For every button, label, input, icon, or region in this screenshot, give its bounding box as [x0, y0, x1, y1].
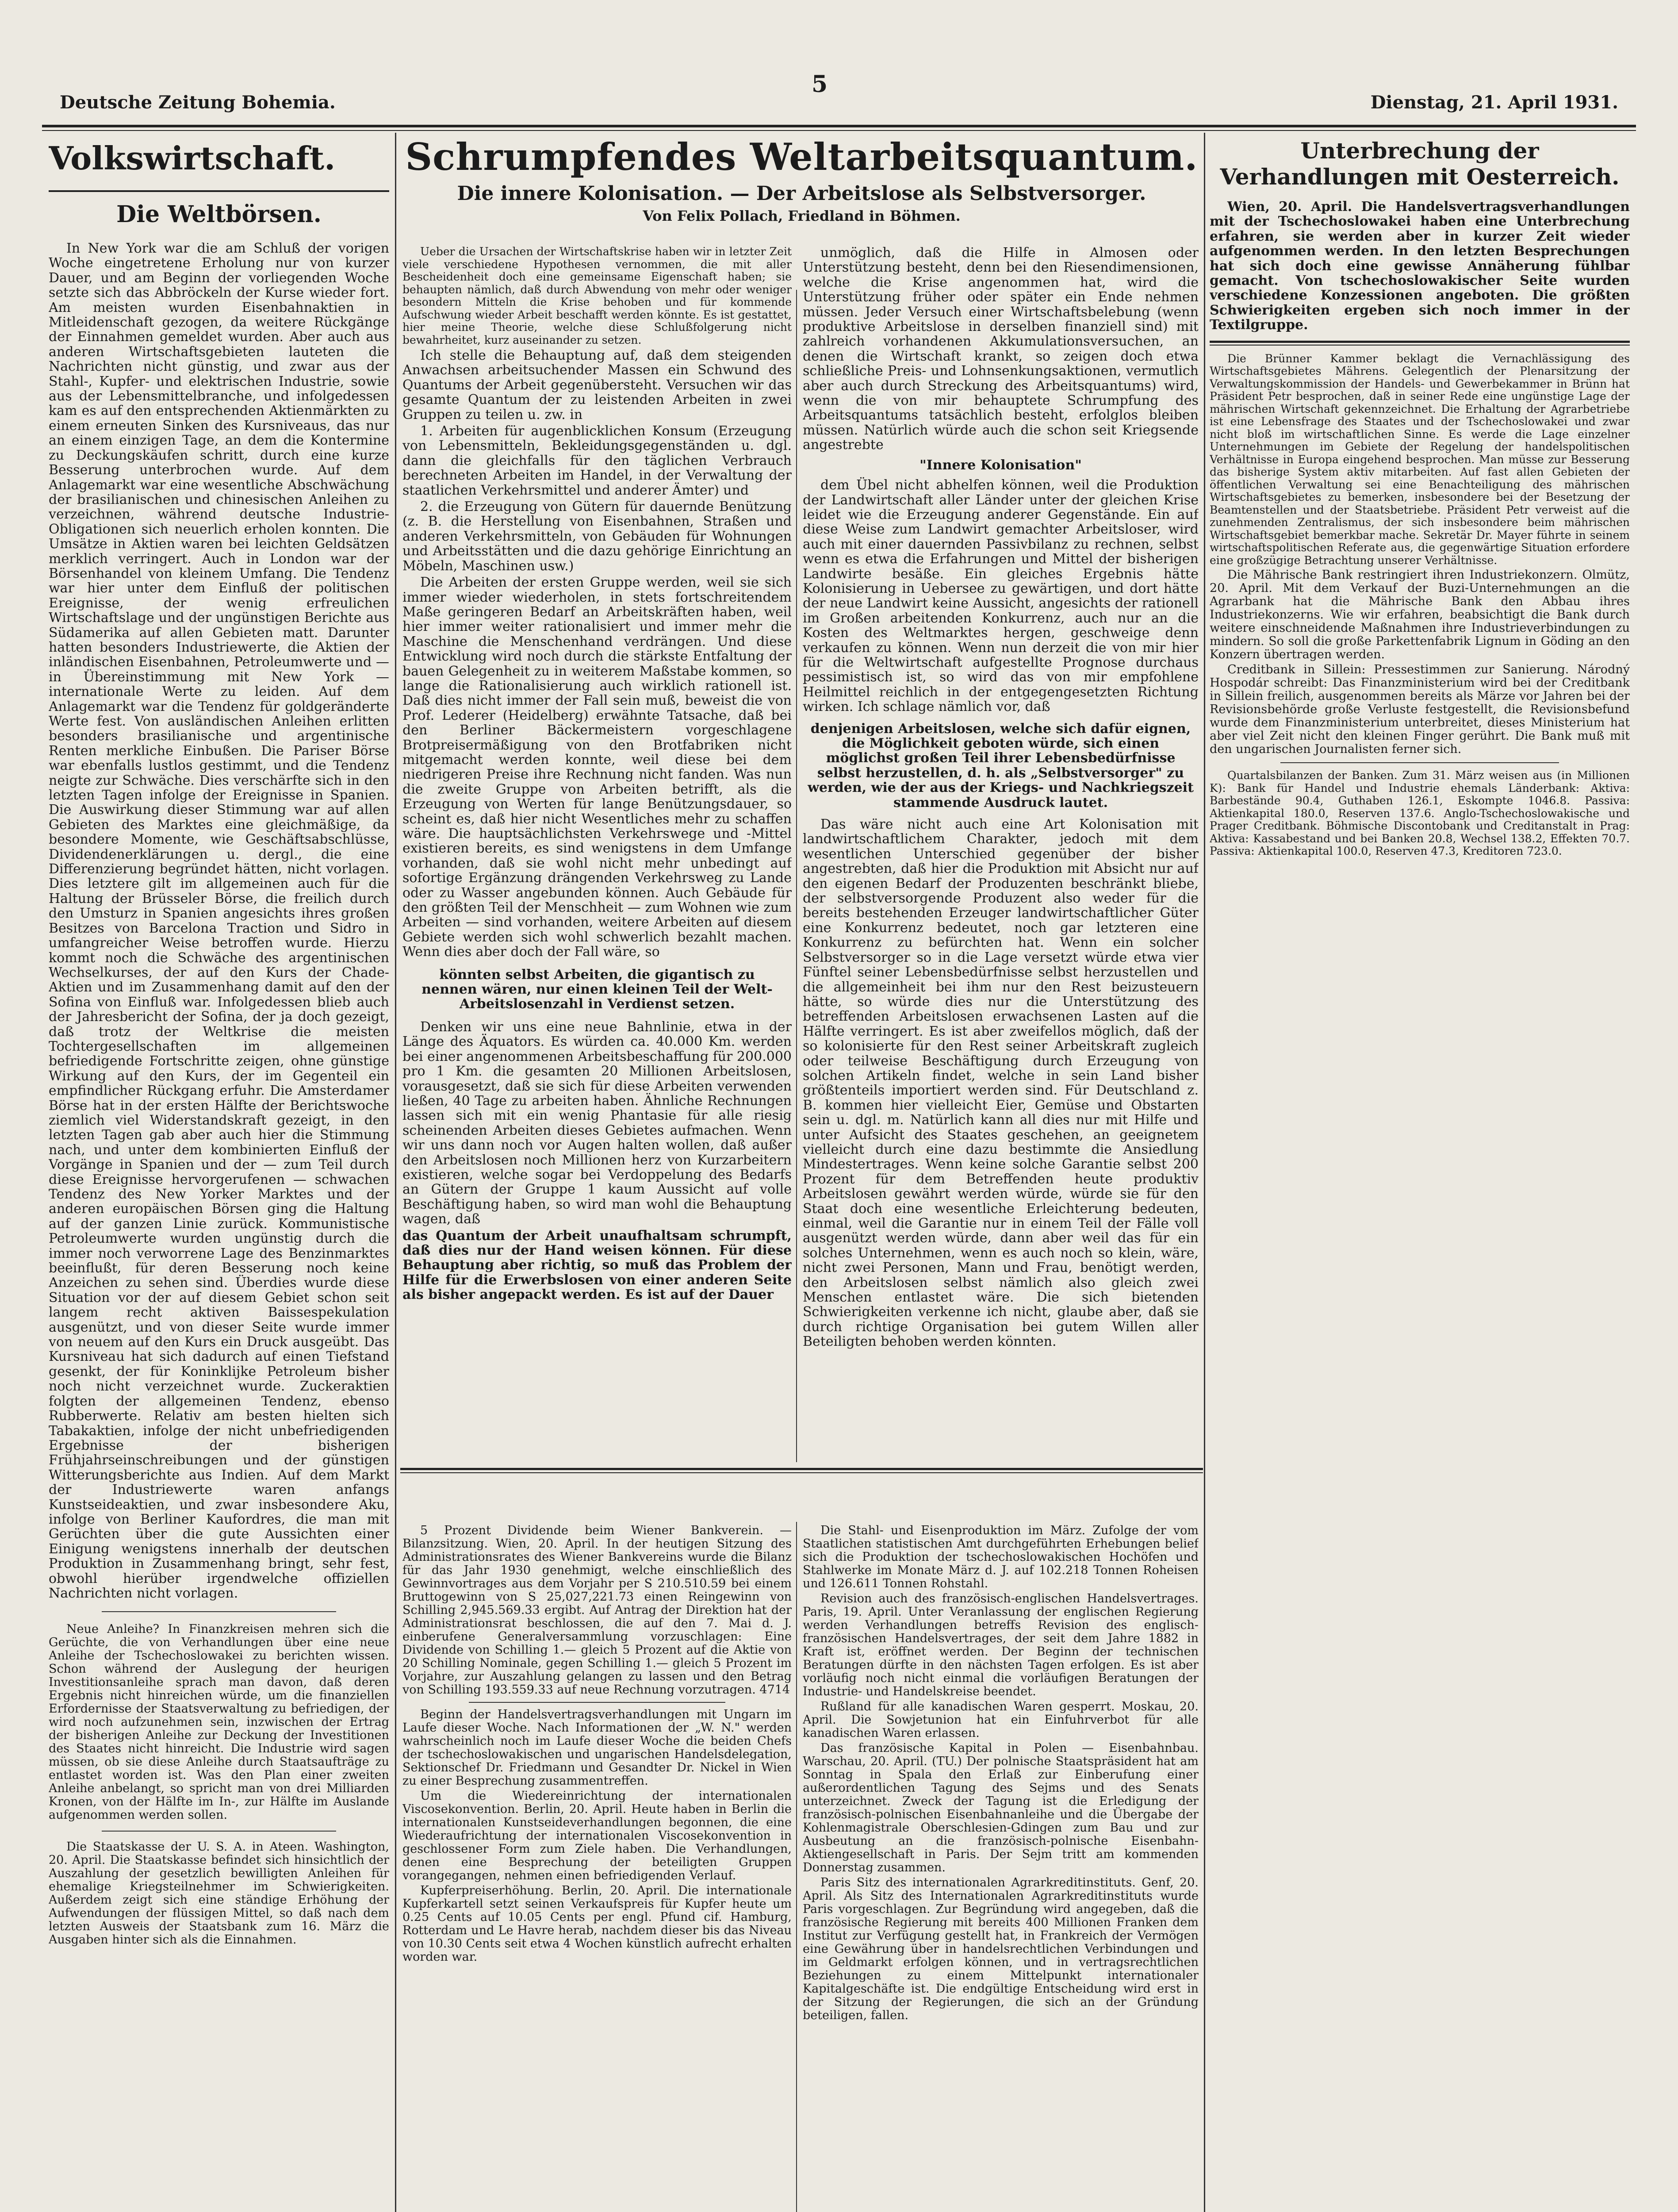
article-bottom-rule [400, 1468, 1203, 1470]
article-paragraph: 1. Arbeiten für augenblicklichen Konsum (Erzeugung von Lebensmitteln, Bekleidungsgegenständen u. dgl. dann die gleichfalls für den täglichen Verbrauch berechneten Arbeiten im Handel, in der Verwaltung der staatlichen Verkehrsmittel und anderer Ämter) und [402, 423, 792, 498]
news-item: Kupferpreiserhöhung. Berlin, 20. April. Die internationale Kupferkartell setzt seinen Verkaufspreis für Kupfer heute um 0.25 Cents auf 10.05 Cents per engl. Pfund cif. Hamburg, Rotterdam und Le Havre herab, nachdem dieser bis das Niveau von 10.30 Cents seit etwa 4 Wochen künstlich aufrecht erhalten worden war. [402, 1884, 792, 1964]
article-paragraph: unmöglich, daß die Hilfe in Almosen oder Unterstützung besteht, denn bei den Riesendimensionen, welche die Krise angenommen hat, wird die Unterstützung früher oder später ein Ende nehmen müssen. Jeder Versuch einer Wirtschaftsbelebung (wenn produktive Arbeitslose in derselben finanziell sind) mit zahlreich vorhandenen Akkumulationsversuchen, an denen die Wirtschaft krankt, so zeigen doch etwa schließliche Preis- und Lohnsenkungsaktionen, vermutlich aber auch durch Streckung des Arbeitsquantums) wird, wenn die von mir behauptete Schrumpfung des Arbeitsquantums tatsächlich besteht, erfolglos bleiben müssen. Natürlich würde auch die schon seit Kriegsende angestrebte [803, 246, 1199, 453]
news-item: Um die Wiedereinrichtung der internationalen Viscosekonvention. Berlin, 20. April. Heute haben in Berlin die internationalen Kunstseideverhandlungen begonnen, die eine Wiederaufrichtung der internationalen Viscosekonvention in geschlossener Form zum Ziele haben. Die Verhandlungen, denen eine Besprechung der beteiligten Gruppen vorangegangen, nehmen einen befriedigenden Verlauf. [402, 1789, 792, 1882]
separator [102, 1611, 336, 1612]
news-item: Quartalsbilanzen der Banken. Zum 31. März weisen aus (in Millionen K): Bank für Handel und Industrie ehemals Länderbank: Aktiva: Barbestände 90.4, Guthaben 126.1, Eskompte 1046.8. Passiva: Aktienkapital 180.0, Reserven 137.6. Anglo-Tschechoslowakische und Prager Creditbank. Böhmische Discontobank und Creditanstalt in Prag: Aktiva: Kassabestand und bei Banken 20.8, Wechsel 138.2, Effekten 70.7. Passiva: Aktienkapital 100.0, Reserven 47.3, Kreditoren 723.0. [1210, 769, 1630, 858]
page-header [42, 71, 1636, 119]
article-title: Die Weltbörsen. [116, 201, 322, 228]
business-notes-right [803, 1524, 1199, 2212]
article-paragraph: Die Arbeiten der ersten Gruppe werden, weil sie sich immer wieder wiederholen, in stets fortschreitendem Maße geringeren Bedarf an Arbeitskräften haben, weil hier immer weiter rationalisiert und immer mehr die Maschine die Menschenhand verdrängen. Und diese Entwicklung wird noch durch die stärkste Entfaltung der bauen Gelegenheit zu in weiterem Maßstabe kommen, so lange die Rationalisierung auch wirklich rationell ist. Daß dies nicht immer der Fall sein muß, beweist die von Prof. Lederer (Heidelberg) erwähnte Tatsache, daß bei den Berliner Bäckermeistern vorgeschlagene Brotpreisermäßigung von den Brotfabriken nicht mitgemacht werden konnte, weil diese bei dem niedrigeren Preise ihre Rechnung nicht fanden. Was nun die zweite Gruppe von Arbeiten betrifft, als die Erzeugung von Werten für lange Benützungsdauer, so scheint es, daß hier nicht Wesentliches mehr zu schaffen wäre. Die hauptsächlichsten Verkehrswege und -Mittel existieren bereits, es sind wenigstens in dem Umfange vorhanden, daß sie wohl nicht mehr unbedingt auf sofortige Ergänzung drängenden Verkehrsweg zu Lande oder zu Wasser angebunden können. Auch Gebäude für den größten Teil der Menschheit — zum Wohnen wie zum Arbeiten — sind vorhanden, weitere Arbeiten auf diesem Gebiete werden sich wohl schwerlich bezahlt machen. Wenn dies aber doch der Fall wäre, so [402, 575, 792, 960]
column-divider [1204, 133, 1205, 2212]
article-paragraph: Das wäre nicht auch eine Art Kolonisation mit landwirtschaftlichem Charakter, jedoch mit dem wesentlichen Unterschied gegenüber der bisher angestrebten, daß hier die Produktion mit Absicht nur auf den eigenen Bedarf der Produzenten beschränkt bliebe, der selbstversorgende Produzent also weder für die bereits bestehenden Erzeuger landwirtschaftlicher Güter eine Konkurrenz bedeutet, noch gar letzteren eine Konkurrenz zu befürchten hat. Wenn ein solcher Selbstversorger so in die Lage versetzt würde etwa vier Fünftel seiner Lebensbedürfnisse selbst herzustellen und die allgemeinheit bei ihm nur den Rest beizusteuern hätte, so würde dies nur die Unterstützung des betreffenden Arbeitslosen erwachsenen Lasten auf die Hälfte verringert. Es ist aber zweifellos möglich, daß der so kolonisierte für den Rest seiner Arbeitskraft zugleich oder teilweise Beschäftigung durch Erzeugung von solchen Artikeln findet, welche in sein Land bisher größtenteils importiert werden sind. Für Deutschland z. B. kommen hier vielleicht Eier, Gemüse und Obstarten sein u. dgl. m. Natürlich kann all dies nur mit Hilfe und unter Aufsicht des Staates geschehen, an geeignetem vielleicht durch eine dazu bestimmte die Ansiedlung Mindestertrages. Wenn keine solche Garantie selbst 200 Prozent für dem Betreffenden heute produktiv Arbeitslosen gewährt werden würde, würde sie für den Staat doch eine wesentliche Erleichterung bedeuten, einmal, weil die Garantie nur in einem Teil der Fälle voll ausgenützt werden würde, dann aber weil das für ein solches Unternehmen, wenn es auch noch so klein, wäre, nicht zwei Personen, Mann und Frau, benötigt werden, den Arbeitslosen selbst nämlich also gleich zwei Menschen entlastet wäre. Die sich bietenden Schwierigkeiten verkenne ich nicht, glaube aber, daß sie durch richtige Organisation bei gutem Willen aller Beteiligten behoben werden könnten. [803, 817, 1199, 1350]
section-heading: Volkswirtschaft. [49, 139, 336, 177]
news-item: Die Stahl- und Eisenproduktion im März. Zufolge der vom Staatlichen statistischen Amt durchgeführten Erhebungen belief sich die Produktion der tschechoslowakischen Hochöfen und Stahlwerke im Monate März d. J. auf 102.218 Tonnen Roheisen und 126.611 Tonnen Rohstahl. [803, 1524, 1199, 1590]
separator [1280, 762, 1559, 763]
news-item: Das französische Kapital in Polen — Eisenbahnbau. Warschau, 20. April. (TU.) Der polnische Staatspräsident hat am Sonntag in Spala den Erlaß zur Einberufung einer außerordentlichen Tagung des Sejms und des Senats unterzeichnet. Zweck der Tagung ist die Erledigung der französisch-polnischen Eisenbahnanleihe und die Übergabe der Kohlenmagistrale Oberschlesien-Gdingen zum Bau und zur Ausbeutung an die französisch-polnische Eisenbahn-Aktiengesellschaft in Paris. Der Sejm tritt am kommenden Donnerstag zusammen. [803, 1741, 1199, 1874]
news-item: Paris Sitz des internationalen Agrarkreditinstituts. Genf, 20. April. Als Sitz des Internationalen Agrarkreditinstituts wurde Paris vorgeschlagen. Zur Begründung wird angegeben, daß die französische Regierung mit bereits 400 Millionen Franken dem Institut zur Verfügung gestellt hat, in Frankreich der Vermögen eine Gewährung über in handelsrechtlichen Verbindungen und im Geldmarkt erfolgen können, und in vertragsrechtlichen Beziehungen zu einem Mittelpunkt internationaler Kapitalgeschäfte ist. Die endgültige Entscheidung wird erst in der Sitzung der Regierungen, die sich an der Gründung beteiligen, fallen. [803, 1876, 1199, 2022]
right-column [1210, 135, 1630, 2212]
column-divider [395, 133, 396, 2212]
main-subtitle: Die innere Kolonisation. — Der Arbeitslose als Selbstversorger. [457, 182, 1146, 205]
business-notes-left [402, 1524, 792, 2212]
article-paragraph: Wien, 20. April. Die Handelsvertragsverhandlungen mit der Tschechoslowakei haben eine Unterbrechung erfahren, sie werden aber in kurzer Zeit wieder aufgenommen werden. In den letzten Besprechungen hat sich doch eine gewisse Annäherung fühlbar gemacht. Von tschechoslowakischer Seite wurden verschiedene Konzessionen angeboten. Die größten Schwierigkeiten ergeben sich noch immer in der Textilgruppe. [1210, 199, 1630, 333]
article-paragraph: Ueber die Ursachen der Wirtschaftskrise haben wir in letzter Zeit viele verschiedene Hypothesen vernommen, die mit aller Bescheidenheit doch eine gemeinsame Eigenschaft haben; sie behaupten nämlich, daß durch Abwendung von mehr oder weniger besondern Mitteln die Krise behoben und für kommende Aufschwung wieder Arbeit beschafft werden könnte. Es ist gestattet, hier meine Theorie, welche diese Schlußfolgerung nicht bewahrheitet, kurz auseinander zu setzen. [402, 246, 792, 346]
column-divider [796, 1522, 797, 2212]
main-article-column-2 [803, 246, 1199, 1464]
article-paragraph: In New York war die am Schluß der vorigen Woche eingetretene Erholung nur von kurzer Dauer, und am Beginn der vorliegenden Woche setzte sich das Abbröckeln der Kurse wieder fort. Am meisten wurden Eisenbahnaktien in Mitleidenschaft gezogen, da weitere Rückgänge der Einnahmen gemeldet wurden. Aber auch aus anderen Wirtschaftsgebieten lauteten die Nachrichten nicht günstig, und zwar aus der Stahl-, Kupfer- und elektrischen Industrie, sowie aus der Lebensmittelbranche, und infolgedessen kam es auf den entsprechenden Aktienmärkten zu einem erneuten Sinken des Kursniveaus, das nur an einem einzigen Tage, an dem die Kontermine zu Deckungskäufen schritt, durch eine kurze Besserung unterbrochen wurde. Auf dem Anlagemarkt war eine wesentliche Abschwächung der brasilianischen und chinesischen Anleihen zu verzeichnen, während deutsche Industrie-Obligationen sich neuerlich erholen konnten. Die Umsätze in Aktien waren bei leichten Geldsätzen merklich verringert. Auch in London war der Börsenhandel von kleinem Umfang. Die Tendenz war hier unter dem Einfluß der politischen Ereignisse, der wenig erfreulichen Wirtschaftslage und der ungünstigen Berichte aus Südamerika auf allen Gebieten matt. Darunter hatten besonders Industriewerte, die Aktien der inländischen Eisenbahnen, Petroleumwerte und — in Übereinstimmung mit New York — internationale Werte zu leiden. Auf dem Anlagemarkt war die Tendenz für goldgeränderte Werte fest. Von ausländischen Anleihen erlitten besonders brasilianische und argentinische Renten merkliche Einbußen. Die Pariser Börse war ebenfalls lustlos gestimmt, und die Tendenz neigte zur Schwäche. Dies verschärfte sich in den letzten Tagen infolge der Ereignisse in Spanien. Die Auswirkung dieser Stimmung war auf allen Gebieten des Marktes eine gleichmäßige, da besondere Momente, wie Geschäftsabschlüsse, Dividendenerklärungen u. dergl., die eine Differenzierung begründet hätten, nicht vorlagen. Dies letztere gilt im allgemeinen auch für die Haltung der Brüsseler Börse, die freilich durch den Umsturz in Spanien angesichts ihres großen Besitzes von Barcelona Traction und Sidro in umfangreicher Weise betroffen wurde. Hierzu kommt noch die Schwäche des argentinischen Wechselkurses, der auf den Kurs der Chade-Aktien und im Zusammenhang damit auf den der Sofina von Einfluß war. Infolgedessen blieb auch der Jahresbericht der Sofina, der ja doch gezeigt, daß trotz der Weltkrise die meisten Tochtergesellschaften im allgemeinen befriedigende Fortschritte zeigen, ohne günstige Wirkung auf den Kurs, der im Gegenteil ein empfindlicher Rückgang erfuhr. Die Amsterdamer Börse hat in der ersten Hälfte der Berichtswoche ziemlich viel Widerstandskraft gezeigt, in den letzten Tagen gab aber auch hier die Stimmung nach, und unter dem kombinierten Einfluß der Vorgänge in Spanien und der — zum Teil durch diese Ereignisse hervorgerufenen — schwachen Tendenz des New Yorker Marktes und der anderen europäischen Börsen ging die Haltung auf der ganzen Linie zurück. Kommunistische Petroleumwerte wurden ungünstig durch die immer noch verworrene Lage des Benzinmarktes beeinflußt, für deren Besserung noch keine Anzeichen zu sehen sind. Überdies wurde diese Situation vor der auf diesem Gebiet schon seit langem recht aktiven Baissespekulation ausgenützt, und von dieser Seite wurde immer von neuem auf den Kurs ein Druck ausgeübt. Das Kursniveau hat sich dadurch auf einen Tiefstand gesenkt, der für Koninklijke Petroleum bisher noch nicht verzeichnet wurde. Zuckeraktien folgten der allgemeinen Tendenz, ebenso Rubberwerte. Relativ am besten hielten sich Tabakaktien, infolge der nicht unbefriedigenden Ergebnisse der bisherigen Frühjahrseinschreibungen und der günstigen Witterungsberichte aus Indien. Auf dem Markt der Industriewerte waren anfangs Kunstseideaktien, und zwar insbesondere Aku, infolge von Berliner Kaufordres, die man mit Gerüchten über die gute Aussichten einer Einigung wenigstens innerhalb der deutschen Produktion in Zusammenhang bringt, sehr fest, obwohl hierüber irgendwelche offiziellen Nachrichten nicht vorlagen. [49, 241, 389, 1601]
article-paragraph: 2. die Erzeugung von Gütern für dauernde Benützung (z. B. die Herstellung von Eisenbahnen, Straßen und anderen Verkehrsmitteln, von Gebäuden für Wohnungen und Arbeitsstätten und die dazu gehörige Einrichtung an Möbeln, Maschinen usw.) [402, 499, 792, 574]
article-paragraph: Ich stelle die Behauptung auf, daß dem steigenden Anwachsen arbeitsuchender Massen ein Schwund des Quantums der Arbeit gegenübersteht. Versuchen wir das gesamte Quantum der zu leistenden Arbeiten in zwei Gruppen zu teilen u. zw. in [402, 348, 792, 422]
masthead-title: Deutsche Zeitung Bohemia. [60, 92, 336, 113]
left-column [49, 135, 389, 2212]
article-bottom-rule-thin [400, 1472, 1203, 1473]
news-item: Creditbank in Sillein: Pressestimmen zur Sanierung. Národný Hospodár schreibt: Das Finanzministerium wird bei der Creditbank in Sillein freilich, ausgenommen bereits als Märze vor Jahren bei der Revisionsbehörde große Verluste festgestellt, die Revisionsbefund wurde dem Finanzministerium unterbreitet, dieses Ministerium hat aber viel Zeit nicht den kleinen Finger gerührt. Die Bank muß mit den ungarischen Journalisten ferner sich. [1210, 663, 1630, 757]
author-byline: Von Felix Pollach, Friedland in Böhmen. [643, 207, 961, 224]
separator [469, 1702, 725, 1703]
main-article-column-1 [402, 246, 792, 1464]
issue-date: Dienstag, 21. April 1931. [1370, 92, 1618, 113]
section-rule-thin [1210, 345, 1630, 346]
news-item: Neue Anleihe? In Finanzkreisen mehren sich die Gerüchte, die von Verhandlungen über eine neue Anleihe der Tschechoslowakei zu berichten wissen. Schon während der Auslegung der heurigen Investitionsanleihe sprach man davon, daß deren Ergebnis nicht hinreichen würde, um die finanziellen Erfordernisse der Staatsverwaltung zu befriedigen, der wird noch aufzunehmen sein, inzwischen der Ertrag der bisherigen Anleihe zur Deckung der Investitionen des Staates nicht hinreicht. Die Industrie wird sagen müssen, ob sie diese Anleihe durch Staatsaufträge zu entlastet worden ist. Was den Plan einer zweiten Anleihe anbelangt, so spricht man von drei Milliarden Kronen, von der Hälfte im In-, zur Hälfte im Auslande aufgenommen werden sollen. [49, 1622, 389, 1822]
subheading: "Innere Kolonisation" [919, 457, 1082, 473]
news-item: Rußland für alle kanadischen Waren gesperrt. Moskau, 20. April. Die Sowjetunion hat ein Einfuhrverbot für alle kanadischen Waren erlassen. [803, 1700, 1199, 1740]
news-item: Die Mährische Bank restringiert ihren Industriekonzern. Olmütz, 20. April. Mit dem Verkauf der Buzi-Unternehmungen an die Agrarbank hat die Mährische Bank den Abbau ihres Industriekonzerns. Wie wir erfahren, beabsichtigt die Bank durch weitere einschneidende Maßnahmen ihre Industrieverbindungen zu mindern. So soll die große Parkettenfabrik Lignum in Göding an den Konzern übertragen werden. [1210, 568, 1630, 662]
article-paragraph: das Quantum der Arbeit unaufhaltsam schrumpft, daß dies nur der Hand weisen können. Für diese Behauptung aber richtig, so muß das Problem der Hilfe für die Erwerbslosen von einer anderen Seite als bisher angepackt werden. Es ist auf der Dauer [402, 1228, 792, 1303]
column-divider [796, 290, 797, 1462]
main-article-header [400, 135, 1203, 230]
news-item: Die Brünner Kammer beklagt die Vernachlässigung des Wirtschaftsgebietes Mährens. Gelegentlich der Plenarsitzung der Verwaltungskommission der Handels- und Gewerbekammer in Brünn hat Präsident Petr besprochen, daß in seiner Rede eine ungünstige Lage der mährischen Wirtschaft gekennzeichnet. Die Erhaltung der Agrarbetriebe ist eine Lebensfrage des Staates und der Tschechoslowakei und zwar nicht bloß im wirtschaftlichen Sinne. Es werde die Lage einzelner Unternehmungen im Gebiete der Regelung der handelspolitischen Verhältnisse in Europa eingehend besprochen. Man müsse zur Besserung das bisherige System aktiv mitarbeiten. Auf fast allen Gebieten der öffentlichen Verwaltung sei eine Benachteiligung des mährischen Wirtschaftsgebietes zu bemerken, insbesondere bei der Besetzung der Beamtenstellen und der Staatsbetriebe. Präsident Petr verweist auf die zunehmenden Zentralismus, der sich insbesondere beim mährischen Wirtschaftsgebiet bemerkbar mache. Sekretär Dr. Mayer führte in seinem wirtschaftspolitischen Referate aus, die gegenwärtige Situation erfordere eine großzügige Betrachtung unserer Verhältnisse. [1210, 352, 1630, 567]
article-paragraph: Denken wir uns eine neue Bahnlinie, etwa in der Länge des Äquators. Es würden ca. 40.000 Km. werden bei einer angenommenen Arbeitsbeschaffung für 200.000 pro 1 Km. die gesamten 20 Millionen Arbeitslosen, vorausgesetzt, daß sie sich für diese Arbeiten verwenden ließen, 40 Tage zu arbeiten haben. Ähnliche Rechnungen lassen sich mit ein wenig Phantasie für alle riesig scheinenden Arbeiten dieses Gebietes aufmachen. Wenn wir uns dann noch vor Augen halten wollen, daß außer den Arbeitslosen noch Millionen herz von Kurzarbeitern existieren, welche sogar bei Verdoppelung des Bedarfs an Gütern der Gruppe 1 kaum Aussicht auf volle Beschäftigung haben, so wird man wohl die Behauptung wagen, daß [402, 1019, 792, 1227]
header-rule-thin [42, 130, 1636, 131]
section-rule [1210, 341, 1630, 343]
page-number: 5 [812, 71, 828, 98]
separator [102, 1831, 336, 1832]
pull-quote: könnten selbst Arbeiten, die gigantisch zu nennen wären, nur einen kleinen Teil der Welt-Arbeitslosenzahl in Verdienst setzen. [421, 967, 773, 1012]
news-item: Beginn der Handelsvertragsverhandlungen mit Ungarn im Laufe dieser Woche. Nach Informationen der „W. N." werden wahrscheinlich noch im Laufe dieser Woche die beiden Chefs der tschechoslowakischen und ungarischen Handelsdelegation, Sektionschef Dr. Friedmann und Gesandter Dr. Nickel in Wien zu einer Besprechung zusammentreffen. [402, 1708, 792, 1788]
header-rule [42, 125, 1636, 127]
pull-quote: denjenigen Arbeitslosen, welche sich dafür eignen, die Möglichkeit geboten würde, sich einen möglichst großen Teil ihrer Lebensbedürfnisse selbst herzustellen, d. h. als „Selbstversorger" zu werden, wie der aus der Kriegs- und Nachkriegszeit stammende Ausdruck lautet. [808, 721, 1194, 810]
article-title: Unterbrechung der Verhandlungen mit Oesterreich. [1220, 138, 1620, 190]
section-rule [49, 190, 389, 192]
news-item: Die Staatskasse der U. S. A. in Ateen. Washington, 20. April. Die Staatskasse befindet sich hinsichtlich der Auszahlung der gesetzlich bewilligten Anleihen für ehemalige Kriegsteilnehmer im Schwierigkeiten. Außerdem zeigt sich eine ständige Erhöhung der Aufwendungen der flüssigen Mittel, so daß nach dem letzten Ausweis der Staatsbank zum 16. März die Ausgaben hinter sich als die Einnahmen. [49, 1840, 389, 1947]
news-item: 5 Prozent Dividende beim Wiener Bankverein. — Bilanzsitzung. Wien, 20. April. In der heutigen Sitzung des Administrationsrates des Wiener Bankvereins wurde die Bilanz für das Jahr 1930 genehmigt, welche einschließlich des Gewinnvortrages aus dem Vorjahr per S 210.510.59 bei einem Bruttogewinn von S 25,027,221.73 einen Reingewinn von Schilling 2,945.569.33 ergibt. Auf Antrag der Direktion hat der Administrationsrat beschlossen, die auf den 7. Mai d. J. einberufene Generalversammlung vorzuschlagen: Eine Dividende von Schilling 1.— gleich 5 Prozent auf die Aktie von 20 Schilling Nominale, gegen Schilling 1.— gleich 5 Prozent im Vorjahre, zur Auszahlung gelangen zu lassen und den Betrag von Schilling 193.559.33 auf neue Rechnung vorzutragen. 4714 [402, 1524, 792, 1697]
news-item: Revision auch des französisch-englischen Handelsvertrages. Paris, 19. April. Unter Veranlassung der englischen Regierung werden Verhandlungen betreffs Revision des englisch-französischen Handelsvertrages, der seit dem Jahre 1882 in Kraft ist, eröffnet werden. Der Beginn der technischen Beratungen dürfte in den nächsten Tagen erfolgen. Es ist aber vorläufig noch nicht einmal die vorläufigen Beratungen der Industrie- und Handelskreise beendet. [803, 1592, 1199, 1698]
article-paragraph: dem Übel nicht abhelfen können, weil die Produktion der Landwirtschaft aller Länder unter der gleichen Krise leidet wie die Erzeugung anderer Gegenstände. Ein auf diese Weise zum Landwirt gemachter Arbeitsloser, wird auch mit einer dauernden Passivbilanz zu rechnen, selbst wenn es etwa die Erfahrungen und Mittel der bisherigen Landwirte besäße. Ein gleiches Ergebnis hätte Kolonisierung in Uebersee zu gewärtigen, und dort hätte der neue Landwirt keine Aussicht, angesichts der rationell im Großen arbeitenden Konkurrenz, auch nur an die Kosten des Weltmarktes hergen, geschweige denn verkaufen zu können. Wenn nun derzeit die von mir hier für die Weltwirtschaft aufgestellte Prognose durchaus pessimistisch ist, so wird das von mir empfohlene Heilmittel reichlich in der entgegengesetzten Richtung wirken. Ich schlage nämlich vor, daß [803, 477, 1199, 715]
main-headline: Schrumpfendes Weltarbeitsquantum. [405, 135, 1198, 179]
